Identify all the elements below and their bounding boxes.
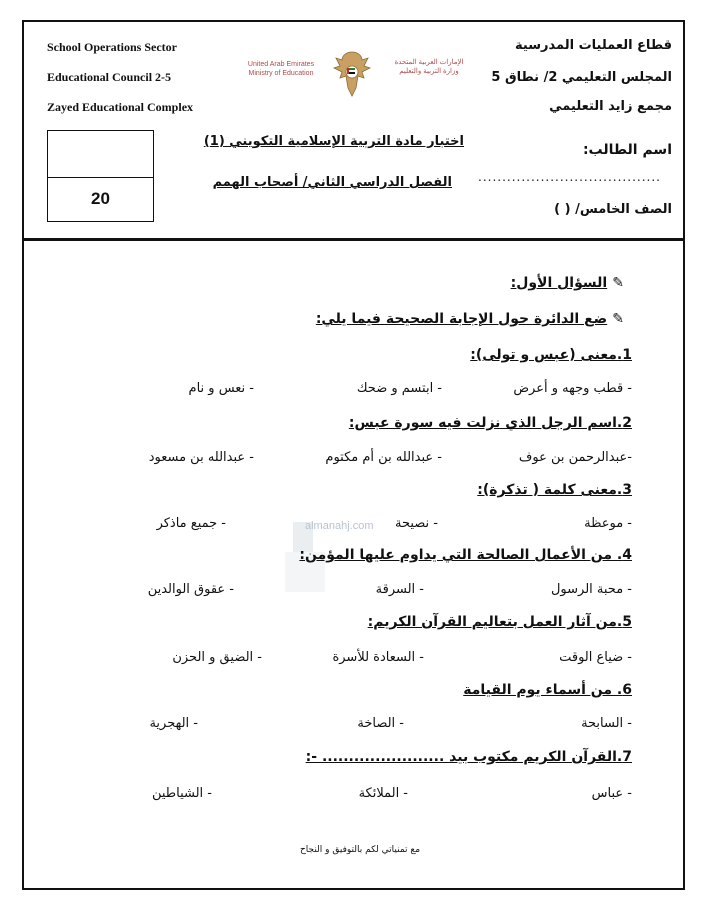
exam-title: اختبار مادة التربية الإسلامية التكويني (1) [203, 134, 464, 149]
emblem-icon [332, 48, 372, 100]
footer-wish: مع تمنياتي لكم بالتوفيق و النجاح [299, 845, 421, 855]
q5-option-3[interactable]: - الضيق و الحزن [172, 650, 262, 665]
q7-option-3[interactable]: - الشياطين [151, 786, 212, 801]
moe-en-text: United Arab Emirates Ministry of Education [247, 61, 315, 77]
instruction-line: ✎ ضع الدائرة حول الإجابة الصحيحة فيما يلي: [315, 311, 624, 327]
question-4: 4. من الأعمال الصالحة التي يداوم عليها المؤمن: [299, 547, 632, 563]
q1-option-2[interactable]: - ابتسم و ضحك [356, 381, 442, 396]
q1-option-1[interactable]: - قطب وجهه و أعرض [513, 381, 632, 396]
total-score: 20 [91, 189, 110, 208]
q2-option-3[interactable]: - عبدالله بن مسعود [148, 450, 254, 465]
q6-option-2[interactable]: - الصاخة [357, 716, 404, 731]
header-ar-line-3: مجمع زايد التعليمي [549, 99, 672, 114]
q2-option-2[interactable]: - عبدالله بن أم مكتوم [325, 450, 442, 465]
q2-option-1[interactable]: -عبدالرحمن بن عوف [518, 450, 632, 465]
header-en-line-3: Zayed Educational Complex [47, 100, 194, 114]
q1-option-3[interactable]: - نعس و نام [188, 381, 254, 396]
pencil-icon: ✎ [612, 311, 624, 327]
q3-option-2[interactable]: - نصيحة [395, 516, 438, 531]
q7-option-1[interactable]: - عباس [591, 786, 632, 801]
q5-option-2[interactable]: - السعادة للأسرة [332, 650, 424, 665]
q3-option-3[interactable]: - جميع ماذكر [156, 516, 226, 531]
question-6: 6. من أسماء يوم القيامة [463, 682, 632, 698]
grade-label: الصف الخامس/ ( ) [554, 202, 672, 217]
q6-option-3[interactable]: - الهجرية [149, 716, 198, 731]
header-ar-line-1: قطاع العمليات المدرسية [515, 38, 672, 53]
q7-option-2[interactable]: - الملائكة [358, 786, 408, 801]
q4-option-1[interactable]: - محبة الرسول [550, 582, 632, 597]
question-5: 5.من آثار العمل بتعاليم القرآن الكريم: [367, 614, 632, 630]
student-name-dots: ...................................... [478, 170, 661, 184]
header-en-line-1: School Operations Sector [47, 40, 177, 54]
student-name-label: اسم الطالب: [582, 142, 672, 158]
pencil-icon: ✎ [612, 275, 624, 291]
moe-ar-text: الإمارات العربية المتحدة وزارة التربية والتعليم [394, 59, 464, 75]
semester-title: الفصل الدراسي الثاني/ أصحاب الهمم [212, 175, 452, 190]
question-1: 1.معنى (عبس و تولى): [470, 347, 632, 363]
question-2: 2.اسم الرجل الذي نزلت فيه سورة عبس: [348, 415, 632, 431]
header-ar-line-2: المجلس التعليمي 2/ نطاق 5 [491, 70, 672, 85]
question-7: 7.القرآن الكريم مكتوب بيد ....................... -: [305, 749, 632, 765]
header-separator [24, 238, 683, 241]
header-en-line-2: Educational Council 2-5 [47, 70, 172, 84]
q3-option-1[interactable]: - موعظة [584, 516, 632, 531]
watermark-text: almanahj.com [305, 520, 374, 532]
question-one-heading: ✎ السؤال الأول: [510, 275, 624, 291]
score-box [47, 130, 154, 222]
question-3: 3.معنى كلمة ( تذكرة): [477, 482, 632, 498]
q5-option-1[interactable]: - ضياع الوقت [559, 650, 632, 665]
q4-option-3[interactable]: - عقوق الوالدين [147, 582, 234, 597]
q4-option-2[interactable]: - السرقة [375, 582, 424, 597]
q6-option-1[interactable]: - السابحة [581, 716, 632, 731]
